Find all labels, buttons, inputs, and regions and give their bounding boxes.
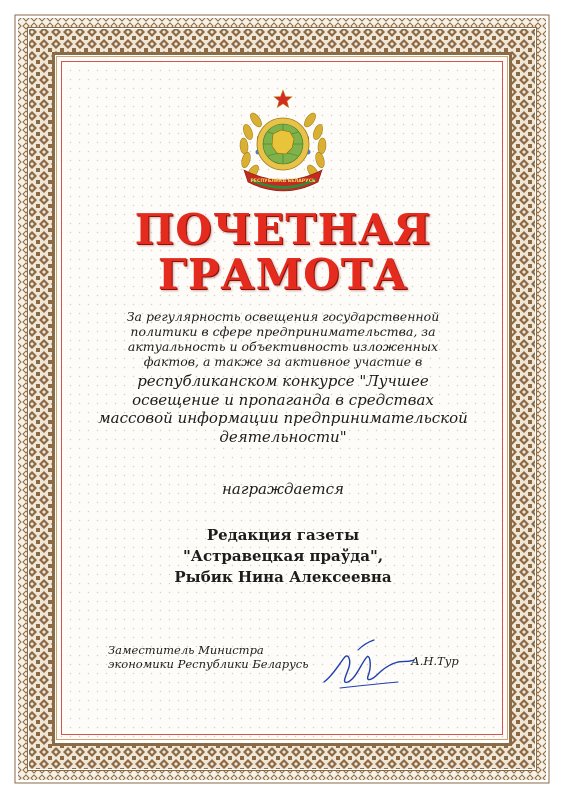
certificate-title-line-2: ГРАМОТА <box>157 250 409 299</box>
contest-line: деятельности" <box>219 427 347 446</box>
recipient-line: Рыбик Нина Алексеевна <box>174 568 392 586</box>
handwritten-signature <box>318 636 418 698</box>
recipient <box>80 525 486 588</box>
signatory-position <box>108 643 309 671</box>
certificate-title-line-1: ПОЧЕТНАЯ <box>134 205 432 254</box>
signatory-name: А.Н.Тур <box>411 654 459 668</box>
award-reason-line: актуальность и объективность изложенных <box>127 339 439 354</box>
contest-line: республиканском конкурсе "Лучшее <box>137 372 429 390</box>
signatory-position-line-1: Заместитель Министра <box>108 643 264 657</box>
emblem-ribbon-text: РЕСПУБЛИКА БЕЛАРУСЬ <box>250 179 316 184</box>
recipient-line: "Астравецкая праўда", <box>182 547 384 565</box>
award-reason-line: политики в сфере предпринимательства, за <box>130 324 436 339</box>
contest-line: массовой информации предпринимательской <box>98 409 468 427</box>
belarus-coat-of-arms-icon <box>226 86 340 200</box>
award-reason-line: За регулярность освещения государственной <box>126 309 440 324</box>
awarded-label: награждается <box>222 480 344 498</box>
recipient-line: Редакция газеты <box>206 526 360 544</box>
award-reason-line: фактов, а также за активное участие в <box>143 354 423 369</box>
contest-line: освещение и пропаганда в средствах <box>132 390 434 409</box>
signatory-position-line-2: экономики Республики Беларусь <box>108 657 309 671</box>
contest-description <box>80 372 486 446</box>
award-reason <box>80 309 486 369</box>
